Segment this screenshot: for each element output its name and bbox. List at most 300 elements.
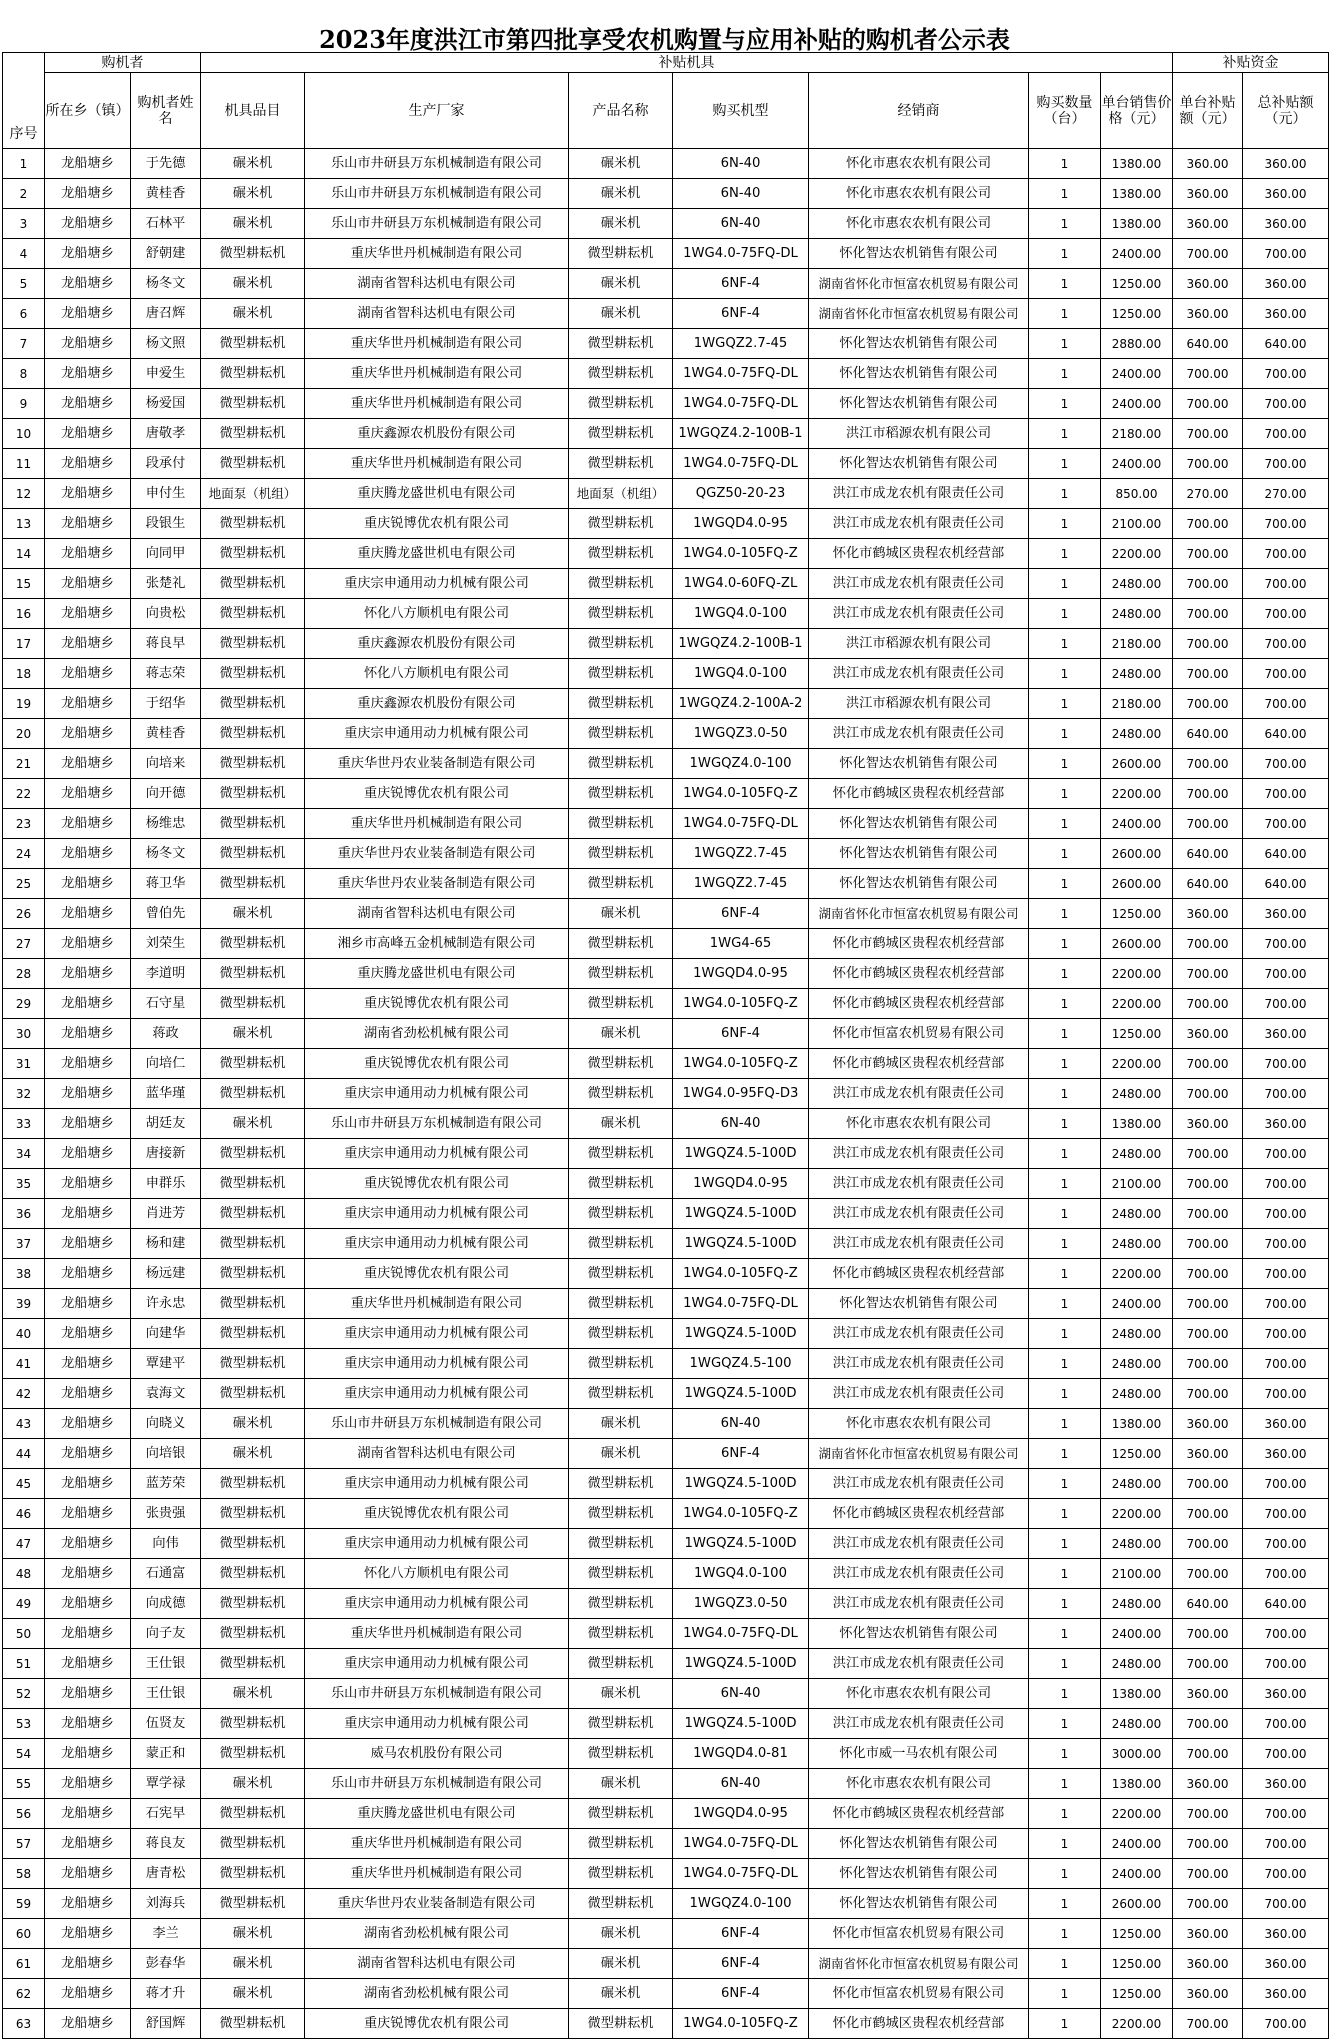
cell-unit-subsidy: 700.00 xyxy=(1173,539,1243,569)
cell-total-subsidy: 700.00 xyxy=(1243,1649,1329,1679)
cell-name: 黄桂香 xyxy=(131,179,201,209)
cell-price: 1250.00 xyxy=(1101,299,1173,329)
cell-manufacturer: 乐山市井研县万东机械制造有限公司 xyxy=(305,149,569,179)
cell-category: 碾米机 xyxy=(201,209,305,239)
cell-qty: 1 xyxy=(1029,989,1101,1019)
cell-category: 微型耕耘机 xyxy=(201,1829,305,1859)
cell-manufacturer: 重庆宗申通用动力机械有限公司 xyxy=(305,1709,569,1739)
table-row xyxy=(3,1649,1329,1679)
cell-price: 2600.00 xyxy=(1101,869,1173,899)
cell-model: 1WG4.0-105FQ-Z xyxy=(673,2009,809,2039)
cell-name: 于先德 xyxy=(131,149,201,179)
cell-model: 1WG4.0-75FQ-DL xyxy=(673,1289,809,1319)
cell-unit-subsidy: 700.00 xyxy=(1173,389,1243,419)
cell-dealer: 洪江市成龙农机有限责任公司 xyxy=(809,1379,1029,1409)
table-row xyxy=(3,1199,1329,1229)
cell-price: 1380.00 xyxy=(1101,149,1173,179)
cell-name: 蒙正和 xyxy=(131,1739,201,1769)
cell-town: 龙船塘乡 xyxy=(45,1049,131,1079)
cell-dealer: 湖南省怀化市恒富农机贸易有限公司 xyxy=(809,1949,1029,1979)
cell-manufacturer: 重庆华世丹机械制造有限公司 xyxy=(305,389,569,419)
cell-dealer: 湖南省怀化市恒富农机贸易有限公司 xyxy=(809,299,1029,329)
cell-name: 杨和建 xyxy=(131,1229,201,1259)
table-row xyxy=(3,2009,1329,2039)
cell-qty: 1 xyxy=(1029,1229,1101,1259)
cell-product: 微型耕耘机 xyxy=(569,1349,673,1379)
cell-total-subsidy: 700.00 xyxy=(1243,1799,1329,1829)
cell-manufacturer: 重庆宗申通用动力机械有限公司 xyxy=(305,1319,569,1349)
cell-seq: 51 xyxy=(3,1649,45,1679)
cell-category: 微型耕耘机 xyxy=(201,1649,305,1679)
cell-category: 微型耕耘机 xyxy=(201,1739,305,1769)
cell-category: 微型耕耘机 xyxy=(201,959,305,989)
cell-product: 碾米机 xyxy=(569,179,673,209)
cell-model: QGZ50-20-23 xyxy=(673,479,809,509)
cell-unit-subsidy: 640.00 xyxy=(1173,329,1243,359)
cell-product: 微型耕耘机 xyxy=(569,1619,673,1649)
table-row xyxy=(3,1169,1329,1199)
cell-dealer: 怀化市鹤城区贵程农机经营部 xyxy=(809,929,1029,959)
cell-model: 1WG4.0-105FQ-Z xyxy=(673,779,809,809)
cell-model: 1WGQZ2.7-45 xyxy=(673,869,809,899)
cell-town: 龙船塘乡 xyxy=(45,899,131,929)
cell-model: 6N-40 xyxy=(673,1409,809,1439)
cell-category: 微型耕耘机 xyxy=(201,239,305,269)
cell-manufacturer: 重庆锐博优农机有限公司 xyxy=(305,989,569,1019)
cell-product: 微型耕耘机 xyxy=(569,1829,673,1859)
cell-manufacturer: 重庆鑫源农机股份有限公司 xyxy=(305,689,569,719)
cell-product: 微型耕耘机 xyxy=(569,959,673,989)
cell-model: 1WG4.0-75FQ-DL xyxy=(673,239,809,269)
cell-model: 1WGQ4.0-100 xyxy=(673,599,809,629)
cell-seq: 48 xyxy=(3,1559,45,1589)
cell-qty: 1 xyxy=(1029,1649,1101,1679)
cell-unit-subsidy: 700.00 xyxy=(1173,239,1243,269)
table-row xyxy=(3,1049,1329,1079)
cell-dealer: 怀化智达农机销售有限公司 xyxy=(809,869,1029,899)
cell-category: 微型耕耘机 xyxy=(201,1199,305,1229)
cell-product: 微型耕耘机 xyxy=(569,389,673,419)
cell-total-subsidy: 700.00 xyxy=(1243,689,1329,719)
cell-price: 2480.00 xyxy=(1101,659,1173,689)
cell-town: 龙船塘乡 xyxy=(45,689,131,719)
cell-total-subsidy: 360.00 xyxy=(1243,1439,1329,1469)
cell-total-subsidy: 700.00 xyxy=(1243,1529,1329,1559)
cell-price: 2480.00 xyxy=(1101,1529,1173,1559)
table-row xyxy=(3,569,1329,599)
cell-town: 龙船塘乡 xyxy=(45,1649,131,1679)
cell-town: 龙船塘乡 xyxy=(45,569,131,599)
cell-name: 舒朝建 xyxy=(131,239,201,269)
cell-manufacturer: 湘乡市高峰五金机械制造有限公司 xyxy=(305,929,569,959)
cell-product: 微型耕耘机 xyxy=(569,239,673,269)
cell-model: 1WGQD4.0-95 xyxy=(673,959,809,989)
cell-model: 1WGQZ4.5-100 xyxy=(673,1349,809,1379)
cell-qty: 1 xyxy=(1029,1289,1101,1319)
cell-product: 微型耕耘机 xyxy=(569,1079,673,1109)
cell-dealer: 洪江市成龙农机有限责任公司 xyxy=(809,1199,1029,1229)
cell-qty: 1 xyxy=(1029,1499,1101,1529)
cell-manufacturer: 重庆华世丹机械制造有限公司 xyxy=(305,359,569,389)
cell-category: 微型耕耘机 xyxy=(201,599,305,629)
cell-total-subsidy: 700.00 xyxy=(1243,1739,1329,1769)
cell-model: 6NF-4 xyxy=(673,1919,809,1949)
table-row xyxy=(3,509,1329,539)
cell-total-subsidy: 700.00 xyxy=(1243,1049,1329,1079)
table-row xyxy=(3,539,1329,569)
cell-total-subsidy: 700.00 xyxy=(1243,569,1329,599)
cell-total-subsidy: 700.00 xyxy=(1243,659,1329,689)
cell-price: 850.00 xyxy=(1101,479,1173,509)
cell-town: 龙船塘乡 xyxy=(45,239,131,269)
cell-product: 微型耕耘机 xyxy=(569,329,673,359)
cell-category: 微型耕耘机 xyxy=(201,1619,305,1649)
cell-town: 龙船塘乡 xyxy=(45,629,131,659)
cell-qty: 1 xyxy=(1029,1589,1101,1619)
cell-product: 微型耕耘机 xyxy=(569,1559,673,1589)
cell-dealer: 怀化市鹤城区贵程农机经营部 xyxy=(809,779,1029,809)
cell-dealer: 洪江市成龙农机有限责任公司 xyxy=(809,1349,1029,1379)
cell-total-subsidy: 640.00 xyxy=(1243,719,1329,749)
cell-dealer: 洪江市成龙农机有限责任公司 xyxy=(809,1139,1029,1169)
cell-total-subsidy: 700.00 xyxy=(1243,989,1329,1019)
cell-name: 向培仁 xyxy=(131,1049,201,1079)
cell-unit-subsidy: 700.00 xyxy=(1173,569,1243,599)
cell-model: 1WG4.0-75FQ-DL xyxy=(673,1829,809,1859)
cell-name: 舒国辉 xyxy=(131,2009,201,2039)
cell-price: 2480.00 xyxy=(1101,569,1173,599)
cell-model: 6NF-4 xyxy=(673,1439,809,1469)
cell-product: 碾米机 xyxy=(569,1769,673,1799)
cell-seq: 4 xyxy=(3,239,45,269)
cell-total-subsidy: 700.00 xyxy=(1243,1139,1329,1169)
cell-unit-subsidy: 640.00 xyxy=(1173,839,1243,869)
cell-seq: 41 xyxy=(3,1349,45,1379)
cell-qty: 1 xyxy=(1029,1409,1101,1439)
cell-qty: 1 xyxy=(1029,1109,1101,1139)
cell-category: 碾米机 xyxy=(201,1439,305,1469)
cell-category: 微型耕耘机 xyxy=(201,1559,305,1589)
cell-manufacturer: 重庆鑫源农机股份有限公司 xyxy=(305,419,569,449)
cell-category: 微型耕耘机 xyxy=(201,1079,305,1109)
cell-dealer: 洪江市成龙农机有限责任公司 xyxy=(809,1319,1029,1349)
cell-dealer: 怀化市鹤城区贵程农机经营部 xyxy=(809,989,1029,1019)
cell-model: 1WGQ4.0-100 xyxy=(673,659,809,689)
cell-total-subsidy: 360.00 xyxy=(1243,269,1329,299)
cell-category: 碾米机 xyxy=(201,1979,305,2009)
cell-seq: 11 xyxy=(3,449,45,479)
table-row xyxy=(3,839,1329,869)
cell-dealer: 洪江市稻源农机有限公司 xyxy=(809,419,1029,449)
cell-category: 碾米机 xyxy=(201,1109,305,1139)
cell-unit-subsidy: 640.00 xyxy=(1173,869,1243,899)
column-header-row xyxy=(3,73,1329,149)
cell-manufacturer: 重庆宗申通用动力机械有限公司 xyxy=(305,1529,569,1559)
cell-manufacturer: 重庆华世丹机械制造有限公司 xyxy=(305,329,569,359)
header-total-subsidy: 总补贴额（元） xyxy=(1243,73,1329,149)
cell-name: 唐青松 xyxy=(131,1859,201,1889)
table-row xyxy=(3,1709,1329,1739)
cell-qty: 1 xyxy=(1029,1559,1101,1589)
cell-qty: 1 xyxy=(1029,719,1101,749)
cell-product: 微型耕耘机 xyxy=(569,629,673,659)
cell-dealer: 怀化智达农机销售有限公司 xyxy=(809,749,1029,779)
table-row xyxy=(3,1619,1329,1649)
cell-seq: 27 xyxy=(3,929,45,959)
cell-product: 碾米机 xyxy=(569,1679,673,1709)
cell-unit-subsidy: 700.00 xyxy=(1173,1319,1243,1349)
cell-price: 3000.00 xyxy=(1101,1739,1173,1769)
cell-name: 刘海兵 xyxy=(131,1889,201,1919)
cell-category: 微型耕耘机 xyxy=(201,1589,305,1619)
cell-price: 2880.00 xyxy=(1101,329,1173,359)
cell-model: 1WGQZ4.0-100 xyxy=(673,1889,809,1919)
cell-qty: 1 xyxy=(1029,1169,1101,1199)
cell-manufacturer: 重庆宗申通用动力机械有限公司 xyxy=(305,569,569,599)
table-row xyxy=(3,929,1329,959)
cell-model: 1WG4.0-105FQ-Z xyxy=(673,1259,809,1289)
cell-town: 龙船塘乡 xyxy=(45,1829,131,1859)
cell-name: 肖进芳 xyxy=(131,1199,201,1229)
cell-product: 微型耕耘机 xyxy=(569,839,673,869)
cell-town: 龙船塘乡 xyxy=(45,1469,131,1499)
cell-product: 微型耕耘机 xyxy=(569,509,673,539)
cell-model: 1WGQD4.0-95 xyxy=(673,509,809,539)
cell-qty: 1 xyxy=(1029,239,1101,269)
cell-dealer: 洪江市成龙农机有限责任公司 xyxy=(809,599,1029,629)
cell-product: 碾米机 xyxy=(569,209,673,239)
cell-price: 2200.00 xyxy=(1101,2009,1173,2039)
cell-seq: 54 xyxy=(3,1739,45,1769)
cell-product: 微型耕耘机 xyxy=(569,1319,673,1349)
cell-price: 1250.00 xyxy=(1101,269,1173,299)
header-model: 购买机型 xyxy=(673,73,809,149)
cell-category: 微型耕耘机 xyxy=(201,419,305,449)
table-row xyxy=(3,1439,1329,1469)
cell-price: 2200.00 xyxy=(1101,1049,1173,1079)
cell-total-subsidy: 360.00 xyxy=(1243,179,1329,209)
cell-total-subsidy: 360.00 xyxy=(1243,1679,1329,1709)
cell-name: 杨冬文 xyxy=(131,269,201,299)
cell-model: 1WGQZ4.5-100D xyxy=(673,1139,809,1169)
cell-qty: 1 xyxy=(1029,419,1101,449)
cell-unit-subsidy: 700.00 xyxy=(1173,929,1243,959)
cell-qty: 1 xyxy=(1029,1379,1101,1409)
cell-town: 龙船塘乡 xyxy=(45,449,131,479)
cell-unit-subsidy: 700.00 xyxy=(1173,1709,1243,1739)
cell-unit-subsidy: 700.00 xyxy=(1173,1049,1243,1079)
cell-unit-subsidy: 700.00 xyxy=(1173,1079,1243,1109)
cell-qty: 1 xyxy=(1029,479,1101,509)
cell-qty: 1 xyxy=(1029,809,1101,839)
cell-unit-subsidy: 360.00 xyxy=(1173,1949,1243,1979)
cell-model: 6N-40 xyxy=(673,1769,809,1799)
cell-name: 石通富 xyxy=(131,1559,201,1589)
cell-category: 碾米机 xyxy=(201,1679,305,1709)
cell-manufacturer: 乐山市井研县万东机械制造有限公司 xyxy=(305,1769,569,1799)
cell-unit-subsidy: 700.00 xyxy=(1173,1169,1243,1199)
cell-product: 碾米机 xyxy=(569,299,673,329)
cell-town: 龙船塘乡 xyxy=(45,719,131,749)
cell-unit-subsidy: 700.00 xyxy=(1173,659,1243,689)
cell-qty: 1 xyxy=(1029,149,1101,179)
cell-total-subsidy: 700.00 xyxy=(1243,1499,1329,1529)
cell-manufacturer: 湖南省劲松机械有限公司 xyxy=(305,1979,569,2009)
cell-dealer: 怀化市鹤城区贵程农机经营部 xyxy=(809,2009,1029,2039)
cell-seq: 20 xyxy=(3,719,45,749)
cell-price: 2600.00 xyxy=(1101,749,1173,779)
cell-dealer: 怀化智达农机销售有限公司 xyxy=(809,389,1029,419)
header-name: 购机者姓名 xyxy=(131,73,201,149)
cell-seq: 50 xyxy=(3,1619,45,1649)
cell-name: 王仕银 xyxy=(131,1649,201,1679)
cell-product: 碾米机 xyxy=(569,1979,673,2009)
document-title: 2023年度洪江市第四批享受农机购置与应用补贴的购机者公示表 xyxy=(319,25,1010,54)
cell-dealer: 怀化市恒富农机贸易有限公司 xyxy=(809,1979,1029,2009)
cell-manufacturer: 重庆宗申通用动力机械有限公司 xyxy=(305,1469,569,1499)
cell-seq: 19 xyxy=(3,689,45,719)
cell-category: 微型耕耘机 xyxy=(201,2009,305,2039)
cell-price: 1250.00 xyxy=(1101,1979,1173,2009)
cell-seq: 10 xyxy=(3,419,45,449)
cell-unit-subsidy: 700.00 xyxy=(1173,1379,1243,1409)
cell-total-subsidy: 700.00 xyxy=(1243,959,1329,989)
cell-seq: 29 xyxy=(3,989,45,1019)
cell-model: 1WGQZ4.2-100B-1 xyxy=(673,629,809,659)
cell-name: 蓝芳荣 xyxy=(131,1469,201,1499)
cell-model: 1WGQZ2.7-45 xyxy=(673,329,809,359)
cell-manufacturer: 重庆华世丹机械制造有限公司 xyxy=(305,1829,569,1859)
cell-seq: 59 xyxy=(3,1889,45,1919)
cell-dealer: 怀化市恒富农机贸易有限公司 xyxy=(809,1019,1029,1049)
cell-price: 2400.00 xyxy=(1101,1289,1173,1319)
cell-total-subsidy: 700.00 xyxy=(1243,809,1329,839)
cell-manufacturer: 重庆宗申通用动力机械有限公司 xyxy=(305,1139,569,1169)
cell-category: 微型耕耘机 xyxy=(201,839,305,869)
cell-product: 微型耕耘机 xyxy=(569,2009,673,2039)
cell-seq: 56 xyxy=(3,1799,45,1829)
cell-total-subsidy: 700.00 xyxy=(1243,1229,1329,1259)
cell-name: 蒋良友 xyxy=(131,1829,201,1859)
cell-model: 1WG4.0-75FQ-DL xyxy=(673,449,809,479)
cell-unit-subsidy: 700.00 xyxy=(1173,1649,1243,1679)
table-row xyxy=(3,1229,1329,1259)
table-row xyxy=(3,329,1329,359)
cell-price: 1250.00 xyxy=(1101,1019,1173,1049)
cell-qty: 1 xyxy=(1029,1739,1101,1769)
table-row xyxy=(3,719,1329,749)
cell-seq: 16 xyxy=(3,599,45,629)
cell-price: 2600.00 xyxy=(1101,1889,1173,1919)
cell-town: 龙船塘乡 xyxy=(45,2009,131,2039)
cell-price: 1250.00 xyxy=(1101,1949,1173,1979)
cell-product: 微型耕耘机 xyxy=(569,1199,673,1229)
cell-price: 2180.00 xyxy=(1101,689,1173,719)
cell-qty: 1 xyxy=(1029,839,1101,869)
cell-unit-subsidy: 700.00 xyxy=(1173,1289,1243,1319)
cell-unit-subsidy: 360.00 xyxy=(1173,299,1243,329)
table-row xyxy=(3,1589,1329,1619)
header-dealer: 经销商 xyxy=(809,73,1029,149)
cell-model: 1WG4.0-75FQ-DL xyxy=(673,389,809,419)
cell-unit-subsidy: 700.00 xyxy=(1173,359,1243,389)
cell-town: 龙船塘乡 xyxy=(45,1769,131,1799)
cell-price: 1380.00 xyxy=(1101,1109,1173,1139)
cell-town: 龙船塘乡 xyxy=(45,1529,131,1559)
cell-unit-subsidy: 700.00 xyxy=(1173,779,1243,809)
cell-total-subsidy: 360.00 xyxy=(1243,1109,1329,1139)
cell-model: 1WGQZ4.5-100D xyxy=(673,1229,809,1259)
cell-price: 2480.00 xyxy=(1101,1079,1173,1109)
cell-qty: 1 xyxy=(1029,689,1101,719)
cell-name: 杨爱国 xyxy=(131,389,201,419)
cell-total-subsidy: 700.00 xyxy=(1243,539,1329,569)
table-row xyxy=(3,1919,1329,1949)
cell-price: 2400.00 xyxy=(1101,239,1173,269)
cell-seq: 2 xyxy=(3,179,45,209)
table-row xyxy=(3,689,1329,719)
cell-qty: 1 xyxy=(1029,749,1101,779)
cell-qty: 1 xyxy=(1029,899,1101,929)
cell-qty: 1 xyxy=(1029,389,1101,419)
cell-category: 微型耕耘机 xyxy=(201,569,305,599)
table-row xyxy=(3,1829,1329,1859)
cell-total-subsidy: 640.00 xyxy=(1243,839,1329,869)
cell-dealer: 怀化市鹤城区贵程农机经营部 xyxy=(809,1259,1029,1289)
cell-qty: 1 xyxy=(1029,659,1101,689)
cell-dealer: 怀化市惠农农机有限公司 xyxy=(809,179,1029,209)
cell-town: 龙船塘乡 xyxy=(45,989,131,1019)
cell-product: 微型耕耘机 xyxy=(569,689,673,719)
cell-category: 碾米机 xyxy=(201,149,305,179)
cell-name: 向伟 xyxy=(131,1529,201,1559)
cell-product: 微型耕耘机 xyxy=(569,1499,673,1529)
cell-town: 龙船塘乡 xyxy=(45,959,131,989)
cell-category: 微型耕耘机 xyxy=(201,1289,305,1319)
cell-qty: 1 xyxy=(1029,539,1101,569)
cell-product: 微型耕耘机 xyxy=(569,719,673,749)
cell-manufacturer: 重庆锐博优农机有限公司 xyxy=(305,1049,569,1079)
cell-dealer: 洪江市成龙农机有限责任公司 xyxy=(809,1529,1029,1559)
cell-unit-subsidy: 700.00 xyxy=(1173,1829,1243,1859)
cell-name: 蒋才升 xyxy=(131,1979,201,2009)
cell-total-subsidy: 360.00 xyxy=(1243,1919,1329,1949)
cell-qty: 1 xyxy=(1029,1139,1101,1169)
cell-town: 龙船塘乡 xyxy=(45,1409,131,1439)
cell-manufacturer: 重庆宗申通用动力机械有限公司 xyxy=(305,1649,569,1679)
cell-unit-subsidy: 700.00 xyxy=(1173,449,1243,479)
cell-manufacturer: 湖南省劲松机械有限公司 xyxy=(305,1019,569,1049)
cell-name: 杨冬文 xyxy=(131,839,201,869)
cell-dealer: 洪江市成龙农机有限责任公司 xyxy=(809,659,1029,689)
cell-unit-subsidy: 700.00 xyxy=(1173,1529,1243,1559)
cell-name: 段承付 xyxy=(131,449,201,479)
cell-category: 微型耕耘机 xyxy=(201,869,305,899)
cell-name: 蓝华瑾 xyxy=(131,1079,201,1109)
cell-seq: 40 xyxy=(3,1319,45,1349)
cell-unit-subsidy: 360.00 xyxy=(1173,209,1243,239)
cell-manufacturer: 重庆腾龙盛世机电有限公司 xyxy=(305,1799,569,1829)
cell-category: 微型耕耘机 xyxy=(201,659,305,689)
cell-town: 龙船塘乡 xyxy=(45,389,131,419)
cell-dealer: 怀化市惠农农机有限公司 xyxy=(809,1679,1029,1709)
cell-seq: 42 xyxy=(3,1379,45,1409)
cell-name: 曾伯先 xyxy=(131,899,201,929)
table-row xyxy=(3,809,1329,839)
cell-manufacturer: 湖南省劲松机械有限公司 xyxy=(305,1919,569,1949)
cell-total-subsidy: 360.00 xyxy=(1243,1979,1329,2009)
cell-name: 石宪早 xyxy=(131,1799,201,1829)
